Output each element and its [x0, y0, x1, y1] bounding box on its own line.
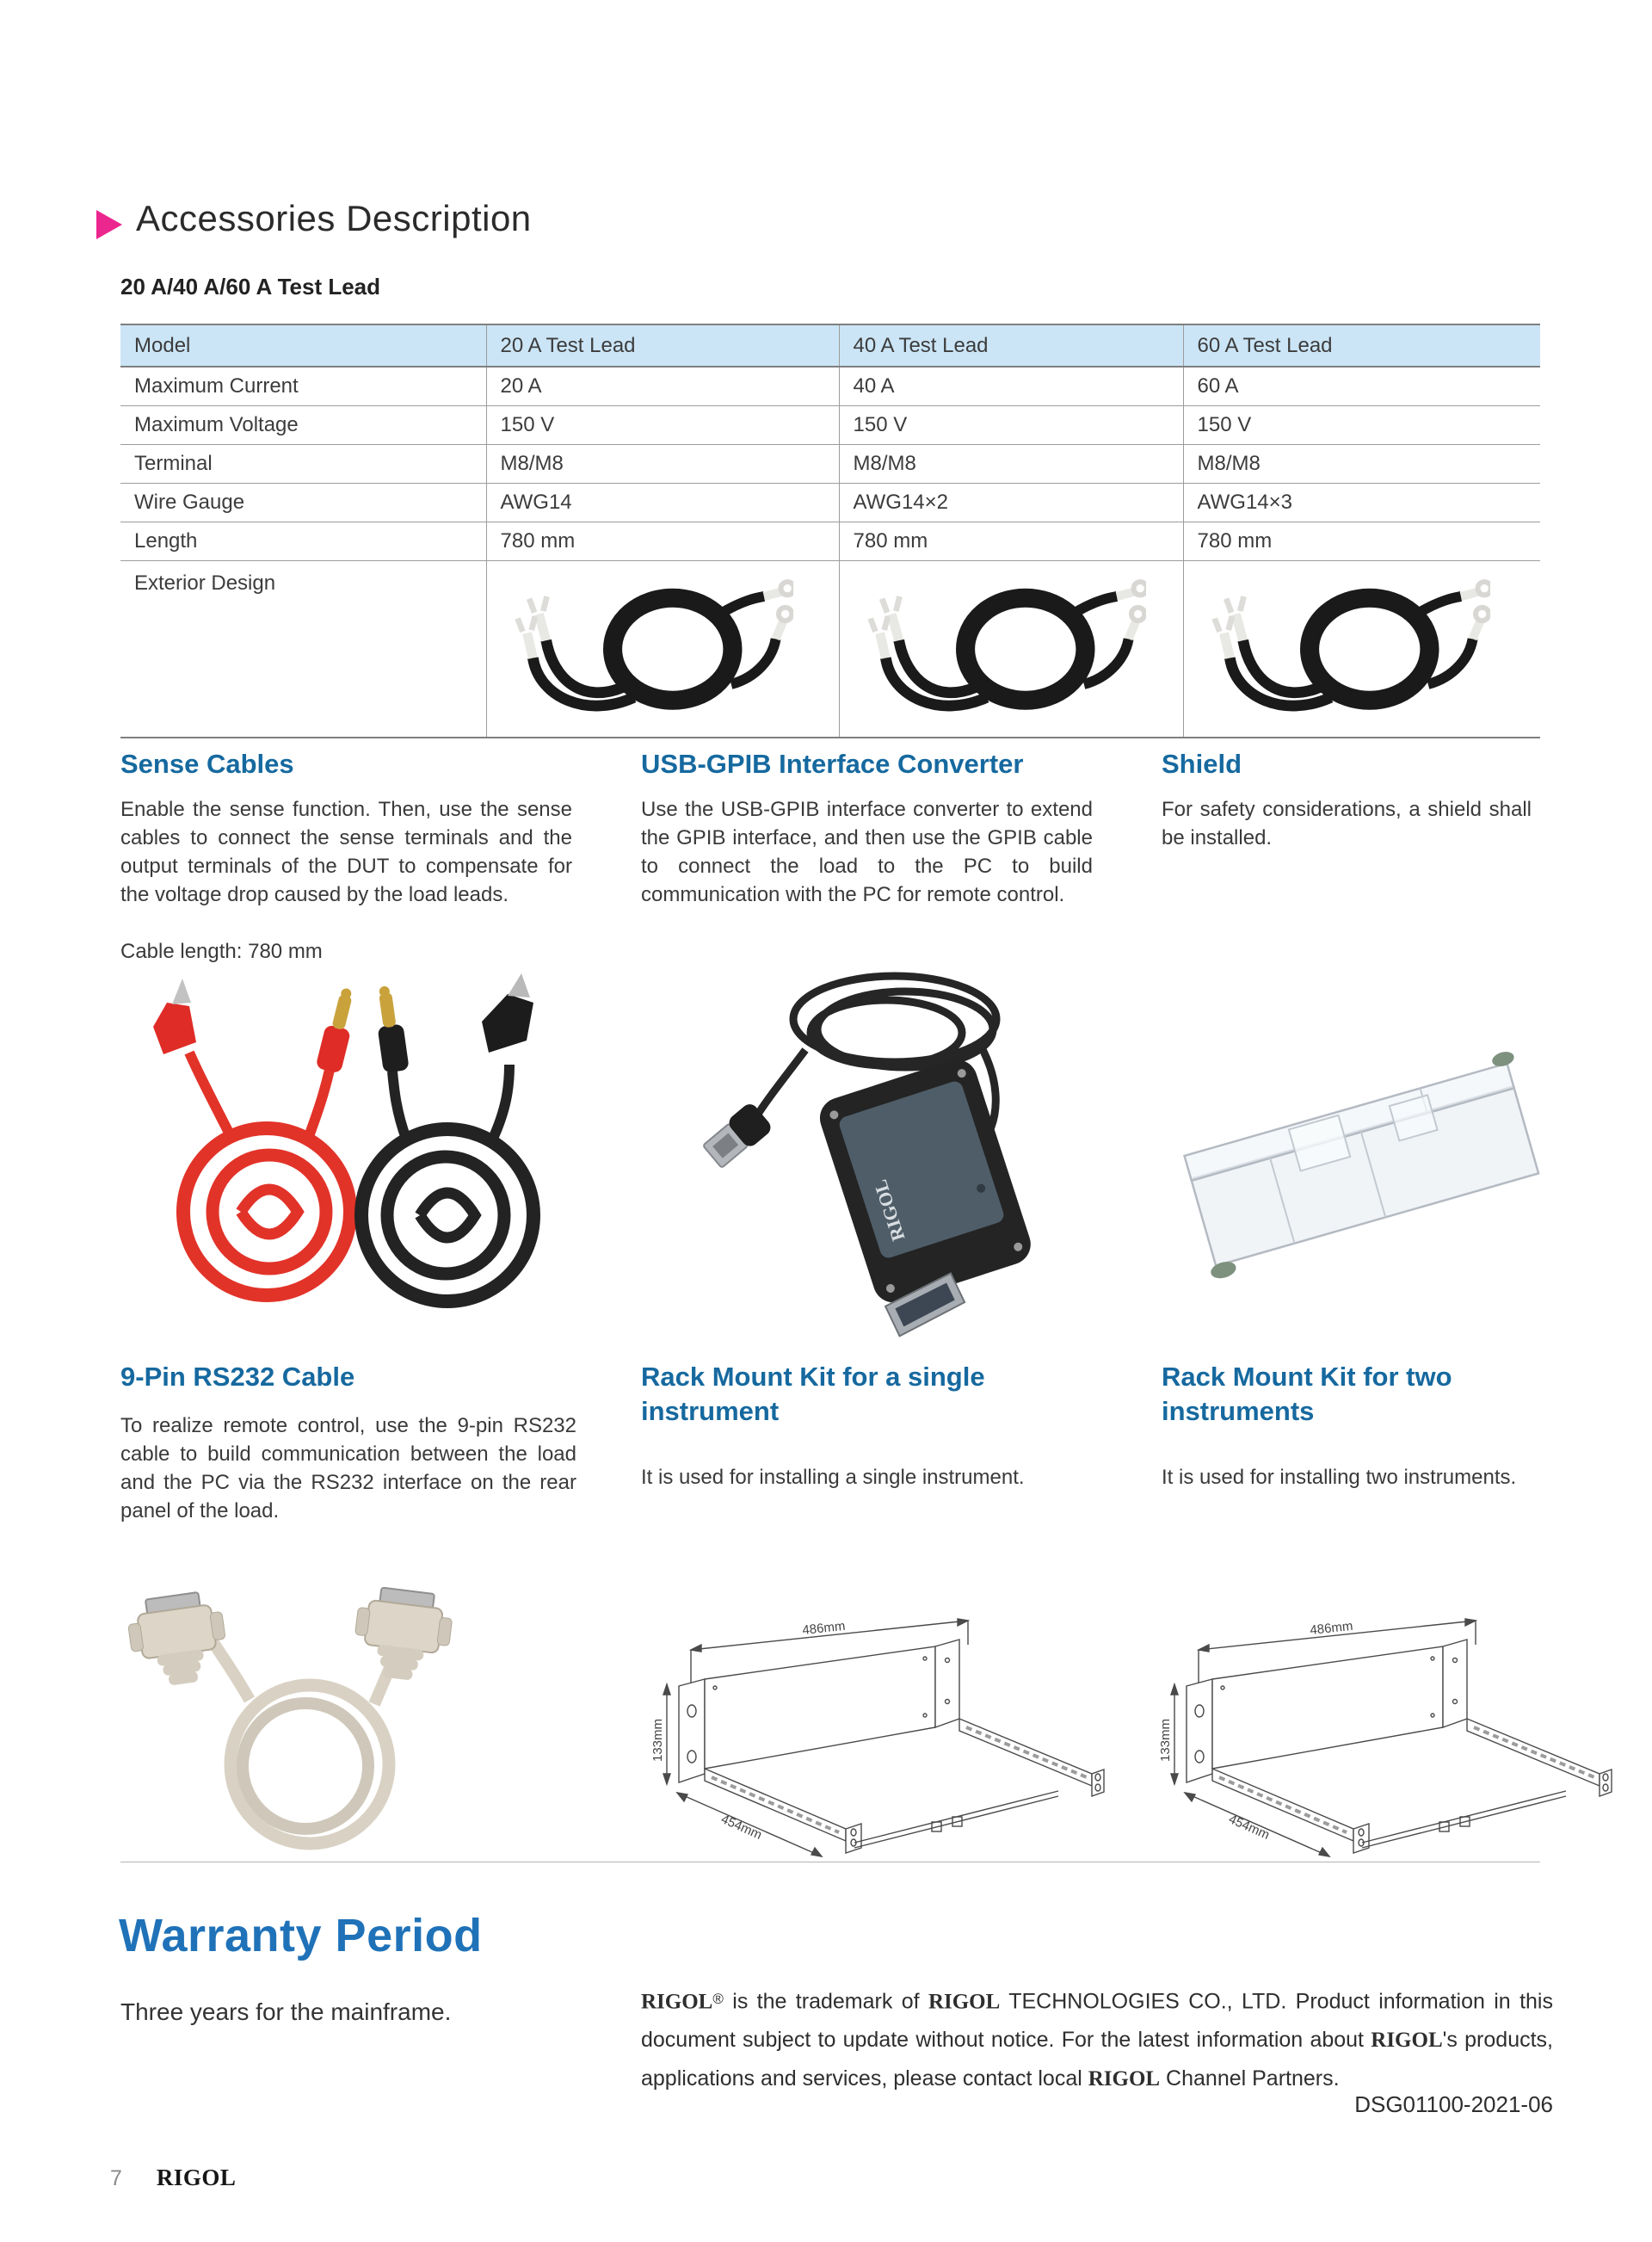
document-number: DSG01100-2021-06 [1354, 2091, 1553, 2117]
row-label: Wire Gauge [120, 484, 486, 522]
table-row [120, 406, 1540, 445]
cell-value: M8/M8 [1183, 445, 1540, 484]
cell-value: AWG14×3 [1183, 484, 1540, 522]
test-lead-photo-60a [1183, 561, 1540, 738]
registered-mark: ® [712, 1991, 724, 2007]
sense-cables-text: Enable the sense function. Then, use the sense cables to connect the sense terminals and the output terminals of the DUT to compensate for the voltage drop caused by the load leads. [120, 798, 572, 906]
cell-value: 60 A [1183, 367, 1540, 406]
sense-cables-heading: Sense Cables [120, 749, 294, 779]
shield-heading: Shield [1162, 749, 1242, 779]
cell-value: 780 mm [839, 522, 1183, 561]
row-label: Maximum Current [120, 367, 486, 406]
table-header-row [120, 324, 1540, 367]
test-lead-spec-table [120, 324, 1540, 738]
page-footer [110, 2165, 236, 2191]
shield-photo [1144, 1003, 1575, 1295]
warranty-text: Three years for the mainframe. [120, 1998, 452, 2025]
col-header-model: Model [120, 324, 486, 367]
warranty-title: Warranty Period [119, 1910, 483, 1961]
rs232-heading: 9-Pin RS232 Cable [120, 1362, 355, 1392]
brand-text: RIGOL [928, 1990, 1001, 2014]
cell-value: 780 mm [1183, 522, 1540, 561]
table-row-exterior [120, 561, 1540, 738]
rack-two-text: It is used for installing two instruments. [1162, 1466, 1517, 1489]
row-label: Terminal [120, 445, 486, 484]
test-lead-photo-20a [486, 561, 839, 738]
rs232-text: To realize remote control, use the 9-pin RS232 cable to build communication between the load and the PC via the RS232 interface on the rear panel of the load. [120, 1414, 576, 1522]
usb-gpib-text: Use the USB-GPIB interface converter to extend the GPIB interface, and then use the GPIB cable to connect the load to the PC to build communication with the PC for remote control. [641, 798, 1093, 906]
usb-gpib-converter-photo [637, 923, 1084, 1314]
row-label: Length [120, 522, 486, 561]
page-number: 7 [110, 2166, 122, 2190]
cell-value: 780 mm [486, 522, 839, 561]
sense-cables-photo [103, 968, 572, 1321]
brand-text: RIGOL [1088, 2067, 1161, 2091]
table-row [120, 484, 1540, 522]
legal-text: TECHNOLOGIES CO., LTD. Product information in this document subject to update without notice. For the latest information about [641, 1989, 1553, 2053]
cell-value: 150 V [1183, 406, 1540, 445]
col-header-20a: 20 A Test Lead [486, 324, 839, 367]
cell-value: 150 V [486, 406, 839, 445]
rs232-cable-photo [90, 1584, 521, 1859]
cell-value: M8/M8 [486, 445, 839, 484]
rack-single-text: It is used for installing a single instrument. [641, 1466, 1025, 1489]
rack-mount-kit-two-diagram [1131, 1597, 1613, 1863]
row-label: Exterior Design [120, 561, 486, 738]
shield-text: For safety considerations, a shield shall be installed. [1162, 798, 1532, 849]
table-row [120, 522, 1540, 561]
test-lead-subtitle: 20 A/40 A/60 A Test Lead [120, 274, 381, 300]
rack-mount-kit-single-diagram [624, 1597, 1106, 1863]
brand-text: RIGOL [641, 1990, 713, 2014]
table-row [120, 367, 1540, 406]
trademark-paragraph [641, 1980, 1553, 2098]
cell-value: 20 A [486, 367, 839, 406]
rack-two-heading: Rack Mount Kit for two instruments [1162, 1362, 1452, 1426]
col-header-40a: 40 A Test Lead [839, 324, 1183, 367]
legal-text: is the trademark of [723, 1989, 928, 2014]
test-lead-photo-40a [839, 561, 1183, 738]
legal-text: 's products, applications and services, please contact local [641, 2028, 1553, 2091]
legal-text: Channel Partners. [1160, 2066, 1340, 2091]
cell-value: M8/M8 [839, 445, 1183, 484]
rack-single-heading: Rack Mount Kit for a single instrument [641, 1362, 985, 1426]
section-arrow-icon [96, 210, 122, 239]
rigol-logo: RIGOL [156, 2165, 237, 2190]
page-title: Accessories Description [136, 198, 532, 238]
device-brand-label: RIGOL [869, 1177, 909, 1245]
cell-value: AWG14×2 [839, 484, 1183, 522]
col-header-60a: 60 A Test Lead [1183, 324, 1540, 367]
row-label: Maximum Voltage [120, 406, 486, 445]
cell-value: AWG14 [486, 484, 839, 522]
table-row [120, 445, 1540, 484]
usb-gpib-heading: USB-GPIB Interface Converter [641, 749, 1024, 779]
cell-value: 40 A [839, 367, 1183, 406]
brand-text: RIGOL [1371, 2029, 1443, 2053]
cell-value: 150 V [839, 406, 1183, 445]
sense-cables-note: Cable length: 780 mm [120, 940, 323, 963]
